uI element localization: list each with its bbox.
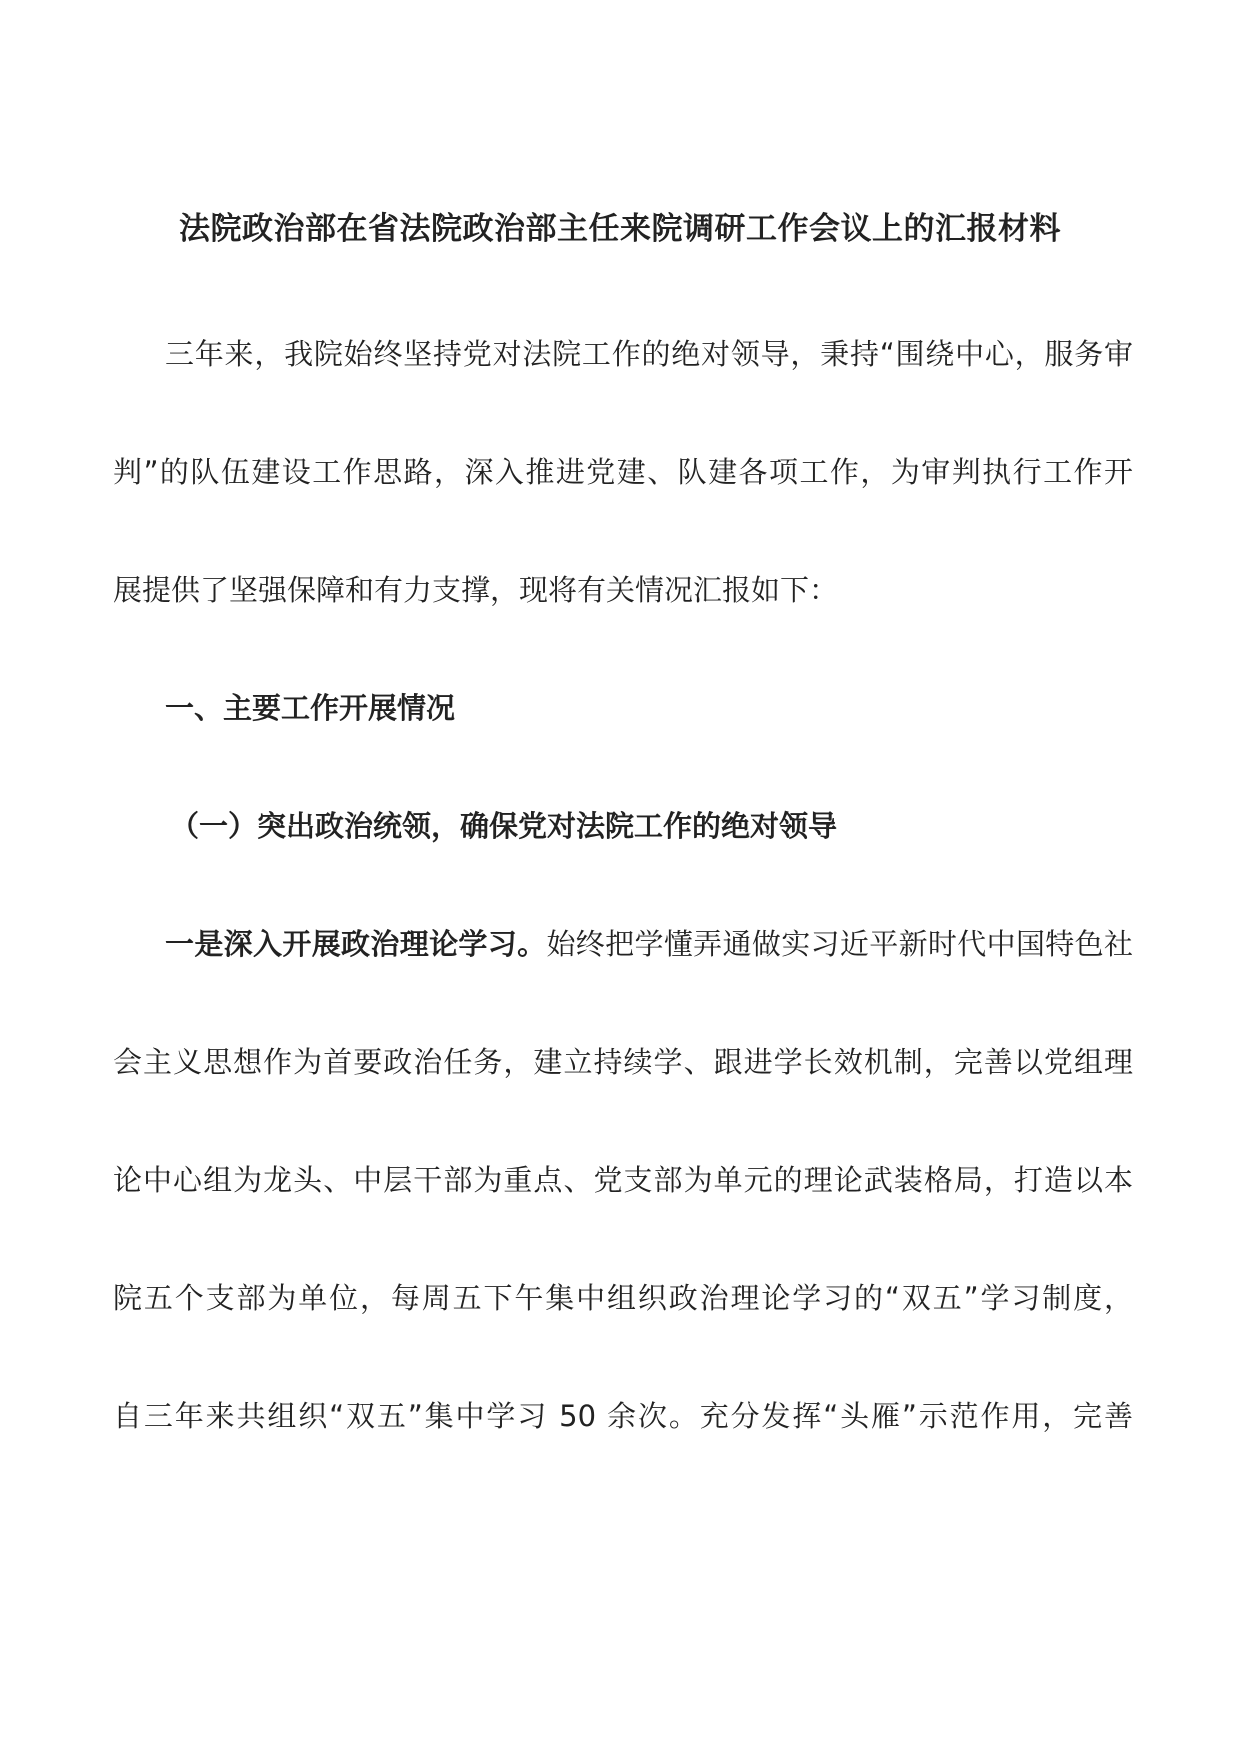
para1-first-line	[165, 924, 1133, 964]
intro-line-1: 三年来，我院始终坚持党对法院工作的绝对领导，秉持“围绕中心，服务审	[165, 337, 1133, 371]
document-title: 法院政治部在省法院政治部主任来院调研工作会议上的汇报材料	[179, 211, 1061, 247]
para1-line-5: 自三年来共组织“双五”集中学习 50 余次。充分发挥“头雁”示范作用，完善	[113, 1399, 1133, 1433]
intro-line-3: 展提供了坚强保障和有力支撑，现将有关情况汇报如下：	[113, 573, 839, 607]
section-heading-1: 一、主要工作开展情况	[165, 691, 456, 725]
para1-first-rest: 始终把学懂弄通做实习近平新时代中国特色社	[546, 927, 1133, 961]
para1-line-3: 论中心组为龙头、中层干部为重点、党支部为单元的理论武装格局，打造以本	[113, 1163, 1133, 1197]
para1-lead: 一是深入开展政治理论学习。	[165, 927, 547, 961]
section-heading-2: （一）突出政治统领，确保党对法院工作的绝对领导	[170, 809, 838, 843]
para1-line-2: 会主义思想作为首要政治任务，建立持续学、跟进学长效机制，完善以党组理	[113, 1045, 1133, 1079]
para1-line-4: 院五个支部为单位，每周五下午集中组织政治理论学习的“双五”学习制度，	[113, 1281, 1133, 1315]
intro-line-2: 判”的队伍建设工作思路，深入推进党建、队建各项工作，为审判执行工作开	[113, 455, 1133, 489]
